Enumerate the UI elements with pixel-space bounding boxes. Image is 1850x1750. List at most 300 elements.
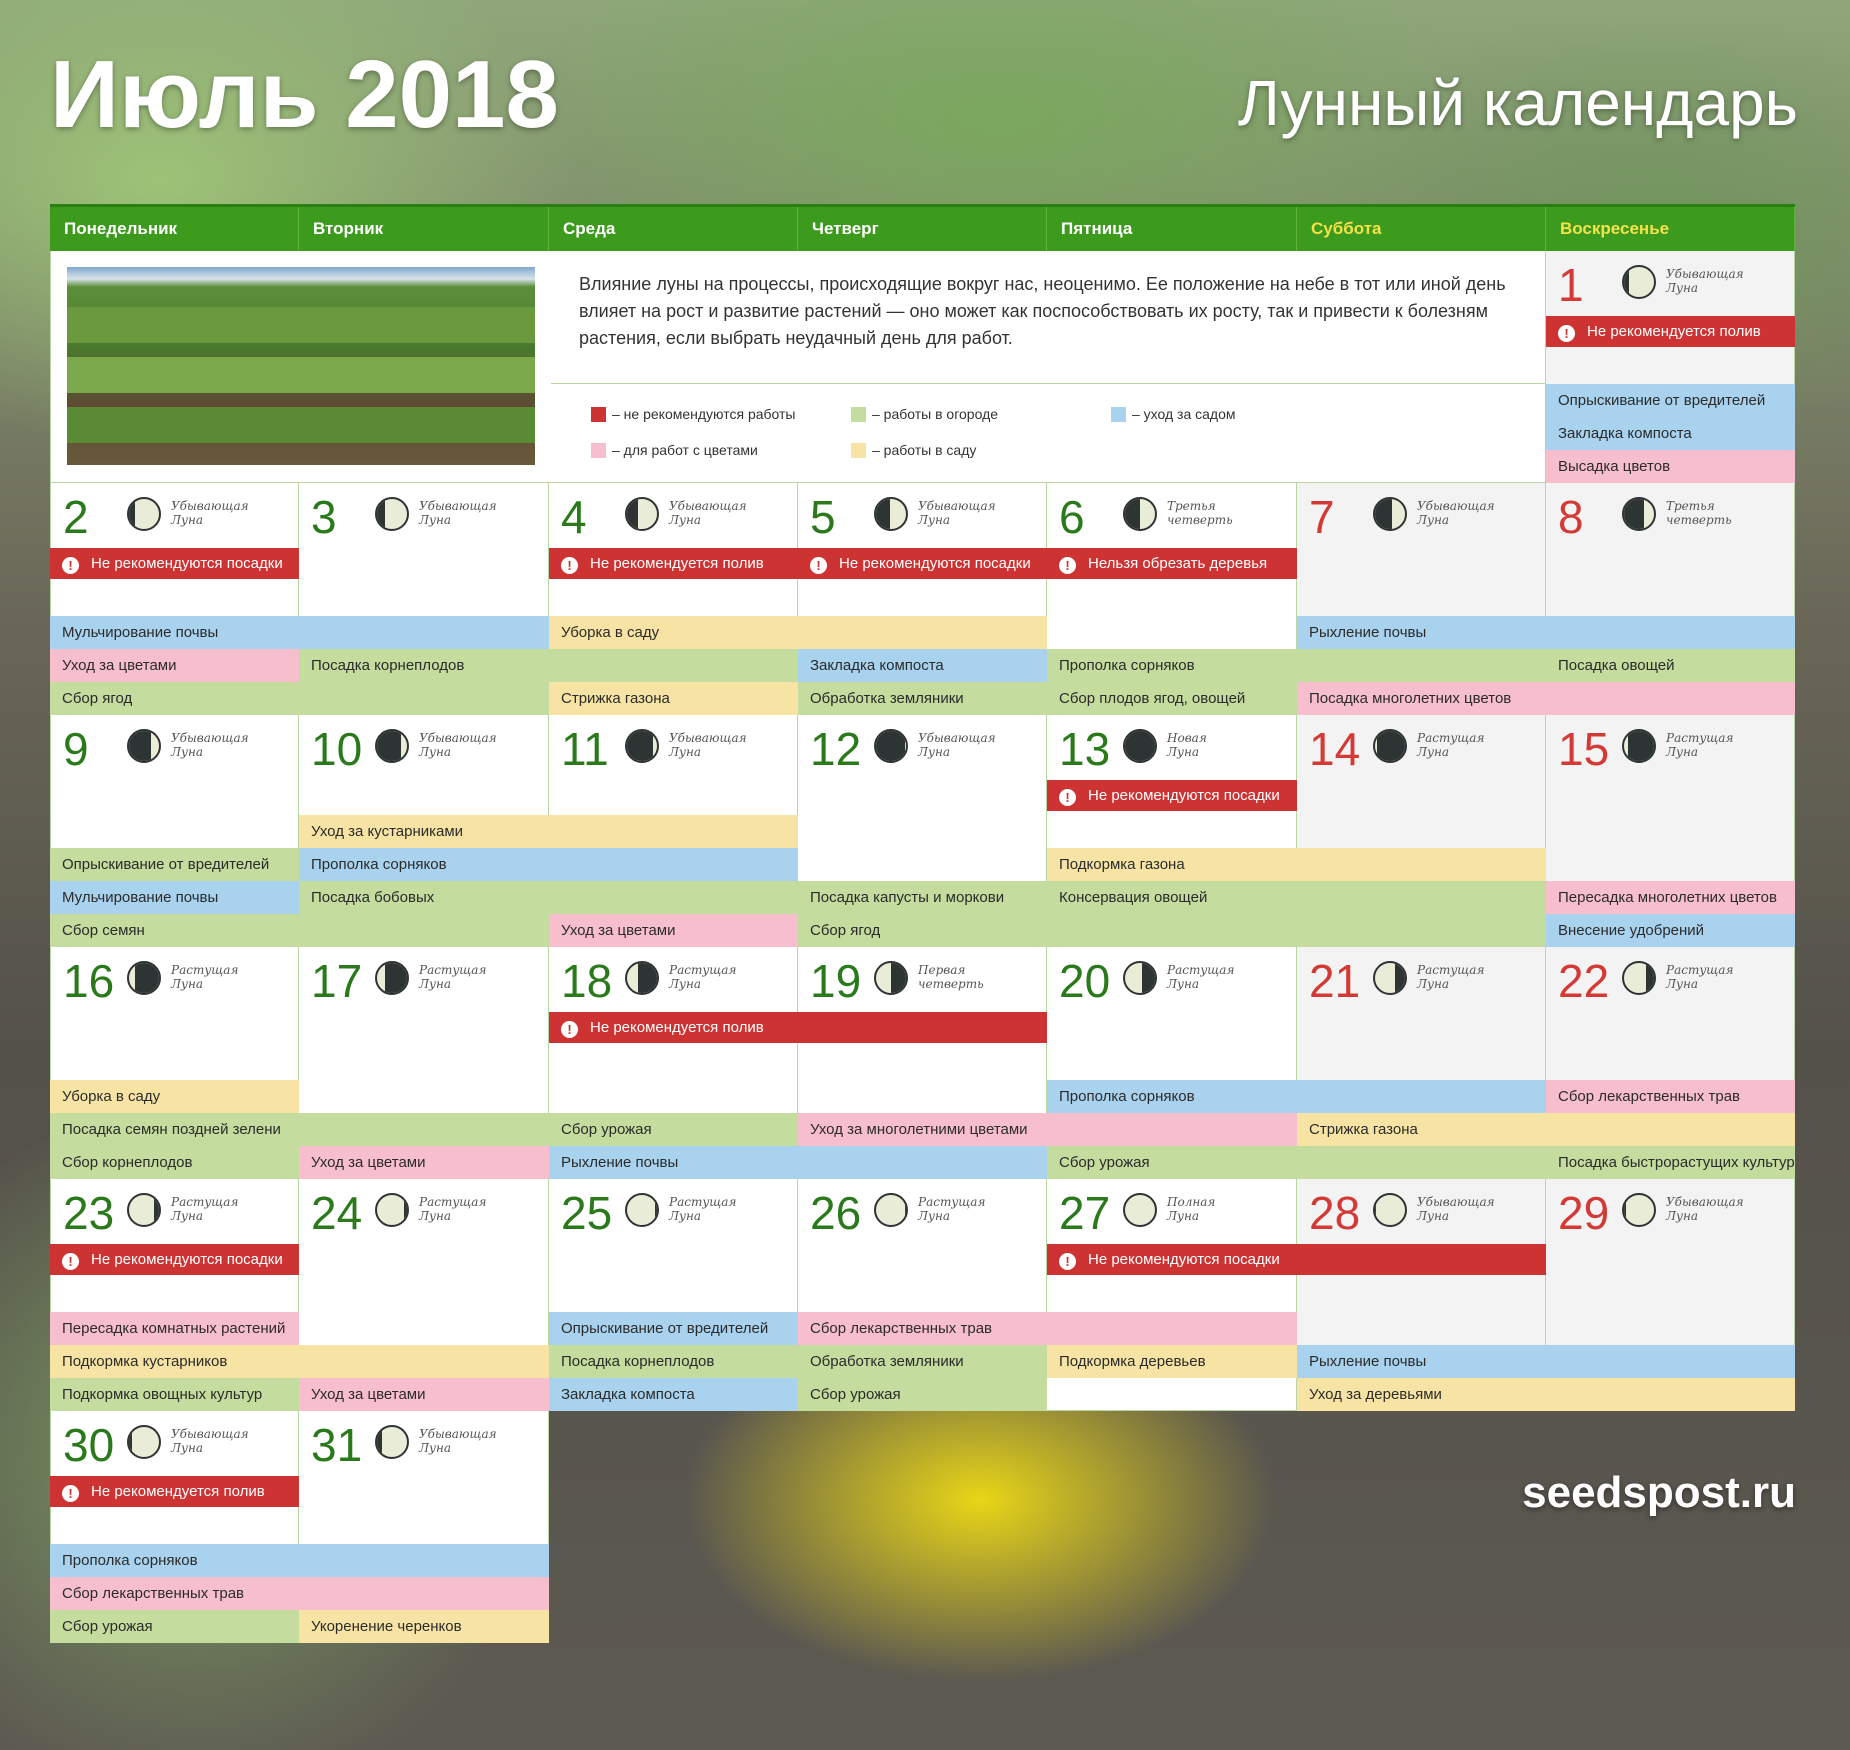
moon-phase-line: Убывающая (1666, 267, 1744, 281)
task-label: Посадка семян поздней зелени (62, 1121, 281, 1138)
moon-phase-label (669, 963, 736, 991)
task-label: Нельзя обрезать деревья (1088, 555, 1268, 572)
day-number: 9 (63, 723, 89, 775)
moon-phase-line: Растущая (419, 1195, 487, 1209)
moon-phase-line: Луна (171, 1209, 204, 1223)
moon-phase-icon (1622, 729, 1656, 763)
task-label: Посадка бобовых (311, 889, 435, 906)
moon-phase-line: Луна (918, 513, 951, 527)
moon-phase-line: Растущая (171, 1195, 239, 1209)
moon-phase-line: Третья (1666, 499, 1715, 513)
task-bar-pink[interactable] (299, 1378, 549, 1411)
warning-icon: ! (561, 1021, 578, 1038)
moon-shadow (1646, 963, 1654, 993)
legend-label: – работы в саду (872, 442, 977, 458)
moon-phase-label (419, 1195, 486, 1223)
day-number: 31 (311, 1419, 363, 1471)
moon-shadow (1125, 731, 1155, 761)
task-bar-green[interactable] (549, 1113, 798, 1146)
task-label: Уход за цветами (62, 657, 177, 674)
task-label: Пересадка многолетних цветов (1558, 889, 1777, 906)
moon-phase-line: Растущая (171, 963, 239, 977)
task-bar-yellow[interactable] (299, 1610, 549, 1643)
moon-phase-line: Луна (171, 513, 204, 527)
moon-phase-icon (874, 729, 908, 763)
legend-swatch-blue (1111, 407, 1126, 422)
task-label: Посадка корнеплодов (311, 657, 465, 674)
task-label: Прополка сорняков (1059, 657, 1195, 674)
day-number: 17 (311, 955, 363, 1007)
task-bar-yellow[interactable] (1297, 1378, 1795, 1411)
task-bar-red[interactable] (798, 548, 1047, 579)
moon-phase-label (1417, 963, 1484, 991)
moon-phase-line: Растущая (1417, 731, 1485, 745)
moon-phase-label (419, 963, 486, 991)
moon-phase-label (171, 963, 238, 991)
legend-item-yellow (851, 442, 976, 458)
task-bar-pink[interactable] (50, 1312, 299, 1345)
task-label: Подкормка овощных культур (62, 1386, 263, 1403)
task-bar-pink[interactable] (299, 1146, 549, 1179)
moon-phase-line: Убывающая (171, 499, 249, 513)
moon-phase-line: Убывающая (918, 499, 996, 513)
task-label: Посадка многолетних цветов (1309, 690, 1512, 707)
garden-photo (67, 267, 535, 465)
moon-phase-line: Убывающая (1417, 1195, 1495, 1209)
task-label: Уборка в саду (561, 624, 660, 641)
moon-phase-line: Луна (1666, 745, 1699, 759)
intro-text: Влияние луны на процессы, происходящие вокруг нас, неоценимо. Ее положение на небе в тот или иной день влияет на рост и развитие растений — оно может как поспособствовать их росту, так и привести к болезням растения, если выбрать неудачный день для работ. (579, 274, 1506, 348)
day-number: 8 (1558, 491, 1584, 543)
task-bar-yellow[interactable] (1297, 1113, 1795, 1146)
moon-shadow (1142, 963, 1155, 993)
day-number: 15 (1558, 723, 1610, 775)
moon-phase-icon (375, 961, 409, 995)
moon-phase-label (419, 731, 497, 759)
task-bar-pink[interactable] (798, 1113, 1297, 1146)
task-label: Не рекомендуются посадки (91, 555, 283, 572)
task-label: Закладка компоста (810, 657, 944, 674)
moon-phase-line: Луна (1417, 745, 1450, 759)
warning-icon: ! (561, 557, 578, 574)
moon-phase-icon (1123, 729, 1157, 763)
task-bar-blue[interactable] (50, 881, 299, 914)
task-bar-blue[interactable] (50, 616, 549, 649)
legend-swatch-pink (591, 443, 606, 458)
task-bar-red[interactable] (50, 1476, 299, 1507)
task-label: Обработка земляники (810, 1353, 964, 1370)
day-number: 19 (810, 955, 862, 1007)
moon-shadow (377, 499, 385, 529)
legend-swatch-red (591, 407, 606, 422)
moon-shadow (377, 731, 401, 761)
moon-shadow (627, 731, 653, 761)
task-bar-blue[interactable] (299, 848, 798, 881)
task-bar-blue[interactable] (1297, 616, 1795, 649)
moon-phase-label (918, 499, 996, 527)
warning-icon: ! (62, 1253, 79, 1270)
moon-phase-line: Растущая (1666, 963, 1734, 977)
moon-shadow (129, 1427, 132, 1457)
moon-phase-line: Луна (1167, 745, 1200, 759)
task-label: Уход за кустарниками (311, 823, 464, 840)
task-label: Рыхление почвы (561, 1154, 679, 1171)
task-bar-green[interactable] (50, 682, 549, 715)
task-bar-blue[interactable] (549, 1146, 1047, 1179)
legend-label: – работы в огороде (872, 406, 999, 422)
task-label: Не рекомендуется полив (1587, 323, 1761, 340)
moon-phase-icon (1622, 1193, 1656, 1227)
moon-phase-label (918, 731, 996, 759)
moon-shadow (655, 1195, 657, 1225)
moon-shadow (876, 499, 890, 529)
task-label: Обработка земляники (810, 690, 964, 707)
moon-phase-line: Луна (419, 977, 452, 991)
task-bar-pink[interactable] (50, 1577, 549, 1610)
task-bar-red[interactable] (50, 1244, 299, 1275)
moon-phase-label (1666, 1195, 1744, 1223)
moon-phase-label (419, 1427, 497, 1455)
task-bar-pink[interactable] (798, 1312, 1297, 1345)
weekday-4: Четверг (798, 207, 1047, 251)
moon-phase-label (669, 499, 747, 527)
moon-shadow (385, 963, 407, 993)
task-label: Сбор лекарственных трав (1558, 1088, 1740, 1105)
day-number: 13 (1059, 723, 1111, 775)
moon-phase-icon (375, 497, 409, 531)
moon-phase-line: Растущая (918, 1195, 986, 1209)
moon-phase-icon (127, 961, 161, 995)
moon-phase-line: Луна (1666, 281, 1699, 295)
task-label: Не рекомендуются посадки (839, 555, 1031, 572)
task-bar-red[interactable] (549, 1012, 1047, 1043)
task-bar-green[interactable] (1546, 1146, 1795, 1179)
warning-icon: ! (1059, 789, 1076, 806)
task-bar-pink[interactable] (1546, 450, 1795, 483)
page-subtitle: Лунный календарь (1237, 67, 1798, 139)
moon-phase-line: четверть (1167, 513, 1233, 527)
moon-shadow (876, 731, 905, 761)
moon-phase-icon (1622, 497, 1656, 531)
day-number: 30 (63, 1419, 115, 1471)
moon-phase-line: Луна (171, 745, 204, 759)
day-number: 16 (63, 955, 115, 1007)
task-bar-green[interactable] (798, 914, 1546, 947)
moon-phase-icon (1373, 497, 1407, 531)
weekday-1: Понедельник (50, 207, 299, 251)
task-label: Пересадка комнатных растений (62, 1320, 286, 1337)
moon-phase-line: Первая (918, 963, 966, 977)
task-bar-green[interactable] (1546, 649, 1795, 682)
task-label: Высадка цветов (1558, 458, 1671, 475)
moon-phase-line: Растущая (1167, 963, 1235, 977)
moon-phase-icon (375, 1193, 409, 1227)
task-bar-green[interactable] (1047, 682, 1297, 715)
task-bar-yellow[interactable] (299, 815, 798, 848)
task-bar-green[interactable] (1047, 1146, 1546, 1179)
task-bar-green[interactable] (1047, 881, 1546, 914)
task-label: Прополка сорняков (62, 1552, 198, 1569)
task-bar-yellow[interactable] (50, 1080, 299, 1113)
task-label: Сбор лекарственных трав (62, 1585, 244, 1602)
legend-swatch-green (851, 407, 866, 422)
day-number: 6 (1059, 491, 1085, 543)
moon-phase-line: Луна (171, 977, 204, 991)
task-label: Не рекомендуется полив (91, 1483, 265, 1500)
task-label: Не рекомендуется полив (590, 555, 764, 572)
moon-phase-line: Убывающая (669, 499, 747, 513)
warning-icon: ! (62, 1485, 79, 1502)
task-label: Мульчирование почвы (62, 889, 219, 906)
task-label: Закладка компоста (1558, 425, 1692, 442)
moon-phase-label (171, 731, 249, 759)
task-label: Не рекомендуются посадки (1088, 787, 1280, 804)
task-bar-blue[interactable] (1047, 1080, 1546, 1113)
task-label: Прополка сорняков (1059, 1088, 1195, 1105)
task-label: Рыхление почвы (1309, 624, 1427, 641)
moon-phase-line: Луна (419, 513, 452, 527)
moon-shadow (1624, 267, 1629, 297)
task-label: Укоренение черенков (311, 1618, 462, 1635)
day-number: 2 (63, 491, 89, 543)
moon-phase-icon (874, 497, 908, 531)
task-bar-green[interactable] (50, 848, 299, 881)
moon-phase-icon (127, 1193, 161, 1227)
task-bar-green[interactable] (299, 649, 798, 682)
moon-shadow (1375, 1195, 1376, 1225)
task-label: Сбор урожая (561, 1121, 652, 1138)
moon-phase-line: Луна (918, 745, 951, 759)
moon-phase-icon (127, 497, 161, 531)
task-bar-green[interactable] (50, 1146, 299, 1179)
moon-phase-line: Убывающая (171, 1427, 249, 1441)
day-number: 7 (1309, 491, 1335, 543)
task-label: Подкормка кустарников (62, 1353, 228, 1370)
task-bar-blue[interactable] (1546, 384, 1795, 417)
task-bar-blue[interactable] (50, 1544, 549, 1577)
warning-icon: ! (1558, 325, 1575, 342)
task-label: Опрыскивание от вредителей (561, 1320, 769, 1337)
legend-item-pink (591, 442, 758, 458)
moon-phase-line: Луна (1417, 513, 1450, 527)
moon-phase-icon (127, 1425, 161, 1459)
warning-icon: ! (1059, 1253, 1076, 1270)
day-number: 10 (311, 723, 363, 775)
moon-phase-icon (625, 1193, 659, 1227)
moon-phase-icon (874, 961, 908, 995)
task-label: Уход за цветами (311, 1154, 426, 1171)
moon-phase-icon (375, 1425, 409, 1459)
task-bar-pink[interactable] (1297, 682, 1795, 715)
task-bar-red[interactable] (1047, 1244, 1546, 1275)
moon-shadow (638, 963, 657, 993)
task-bar-blue[interactable] (549, 1378, 798, 1411)
moon-phase-line: Луна (1167, 1209, 1200, 1223)
task-bar-green[interactable] (798, 1378, 1047, 1411)
task-label: Посадка быстрорастущих культур (1558, 1154, 1795, 1171)
warning-icon: ! (1059, 557, 1076, 574)
task-label: Сбор лекарственных трав (810, 1320, 992, 1337)
task-bar-yellow[interactable] (1047, 1345, 1297, 1378)
task-label: Сбор урожая (1059, 1154, 1150, 1171)
moon-phase-label (1666, 731, 1733, 759)
task-label: Сбор корнеплодов (62, 1154, 193, 1171)
task-bar-red[interactable] (1047, 780, 1297, 811)
task-label: Стрижка газона (1309, 1121, 1418, 1138)
day-number: 18 (561, 955, 613, 1007)
day-number: 20 (1059, 955, 1111, 1007)
moon-phase-icon (1373, 961, 1407, 995)
moon-phase-line: Луна (1417, 1209, 1450, 1223)
task-label: Внесение удобрений (1558, 922, 1705, 939)
moon-phase-line: Растущая (1666, 731, 1734, 745)
task-bar-green[interactable] (798, 881, 1047, 914)
task-bar-blue[interactable] (1546, 914, 1795, 947)
task-label: Уход за цветами (311, 1386, 426, 1403)
moon-phase-line: Луна (669, 513, 702, 527)
moon-phase-label (1666, 963, 1733, 991)
day-number: 29 (1558, 1187, 1610, 1239)
legend (551, 383, 1549, 497)
task-bar-green[interactable] (798, 682, 1047, 715)
moon-phase-line: Луна (1666, 1209, 1699, 1223)
task-bar-pink[interactable] (50, 649, 299, 682)
moon-phase-icon (1123, 1193, 1157, 1227)
task-bar-pink[interactable] (549, 914, 798, 947)
task-bar-green[interactable] (50, 1378, 299, 1411)
legend-item-green (851, 406, 998, 422)
task-label: Посадка корнеплодов (561, 1353, 715, 1370)
moon-phase-icon (874, 1193, 908, 1227)
task-bar-green[interactable] (1047, 649, 1546, 682)
day-number: 14 (1309, 723, 1361, 775)
legend-label: – не рекомендуются работы (612, 406, 796, 422)
day-number: 25 (561, 1187, 613, 1239)
moon-phase-line: четверть (1666, 513, 1732, 527)
weekday-2: Вторник (299, 207, 549, 251)
moon-phase-icon (625, 729, 659, 763)
moon-phase-icon (625, 961, 659, 995)
task-bar-green[interactable] (798, 1345, 1047, 1378)
task-bar-green[interactable] (299, 881, 798, 914)
moon-phase-label (419, 499, 497, 527)
task-bar-red[interactable] (549, 548, 798, 579)
moon-phase-icon (1373, 729, 1407, 763)
day-number: 12 (810, 723, 862, 775)
moon-phase-label (669, 1195, 736, 1223)
warning-icon: ! (62, 557, 79, 574)
moon-shadow (1624, 499, 1644, 529)
legend-label: – уход за садом (1132, 406, 1236, 422)
task-bar-blue[interactable] (798, 649, 1047, 682)
moon-phase-line: Растущая (669, 963, 737, 977)
task-bar-yellow[interactable] (549, 616, 1047, 649)
warning-icon: ! (810, 557, 827, 574)
moon-phase-line: Убывающая (1417, 499, 1495, 513)
task-bar-green[interactable] (50, 1113, 549, 1146)
task-bar-pink[interactable] (1546, 881, 1795, 914)
task-bar-green[interactable] (50, 914, 549, 947)
moon-phase-label (1167, 963, 1234, 991)
moon-shadow (1125, 499, 1140, 529)
day-number: 3 (311, 491, 337, 543)
moon-shadow (135, 963, 159, 993)
intro-panel (50, 251, 1546, 483)
moon-shadow (905, 1195, 906, 1225)
moon-phase-label (1666, 267, 1744, 295)
task-label: Опрыскивание от вредителей (62, 856, 270, 873)
task-bar-blue[interactable] (549, 1312, 798, 1345)
moon-phase-label (918, 1195, 985, 1223)
moon-phase-line: Луна (419, 1209, 452, 1223)
moon-phase-icon (375, 729, 409, 763)
task-label: Сбор ягод (62, 690, 133, 707)
moon-phase-line: Луна (1666, 977, 1699, 991)
moon-phase-line: Луна (1167, 977, 1200, 991)
day-number: 23 (63, 1187, 115, 1239)
task-bar-yellow[interactable] (549, 682, 798, 715)
task-label: Уборка в саду (62, 1088, 161, 1105)
weekday-6: Суббота (1297, 207, 1546, 251)
moon-phase-line: Убывающая (419, 731, 497, 745)
moon-shadow (891, 963, 906, 993)
site-link[interactable]: seedspost.ru (1522, 1468, 1796, 1517)
task-bar-pink[interactable] (1546, 1080, 1795, 1113)
moon-phase-icon (1123, 497, 1157, 531)
legend-item-blue (1111, 406, 1236, 422)
task-bar-red[interactable] (1047, 548, 1297, 579)
day-number: 27 (1059, 1187, 1111, 1239)
task-label: Сбор урожая (810, 1386, 901, 1403)
weekday-7: Воскресенье (1546, 207, 1795, 251)
task-bar-yellow[interactable] (50, 1345, 549, 1378)
moon-phase-icon (1373, 1193, 1407, 1227)
legend-label: – для работ с цветами (612, 442, 758, 458)
task-bar-green[interactable] (549, 1345, 798, 1378)
task-bar-yellow[interactable] (1047, 848, 1546, 881)
moon-phase-line: Луна (1417, 977, 1450, 991)
moon-phase-line: Растущая (669, 1195, 737, 1209)
legend-item-red (591, 406, 796, 422)
moon-shadow (129, 499, 135, 529)
day-number: 4 (561, 491, 587, 543)
task-bar-blue[interactable] (1546, 417, 1795, 450)
day-number: 28 (1309, 1187, 1361, 1239)
moon-phase-line: Луна (419, 745, 452, 759)
moon-phase-label (171, 1195, 238, 1223)
task-label: Не рекомендуются посадки (91, 1251, 283, 1268)
moon-phase-line: Убывающая (171, 731, 249, 745)
moon-shadow (129, 731, 151, 761)
page-title: Июль 2018 (50, 41, 559, 148)
moon-phase-line: Убывающая (669, 731, 747, 745)
task-label: Посадка овощей (1558, 657, 1675, 674)
day-number: 24 (311, 1187, 363, 1239)
task-bar-blue[interactable] (1297, 1345, 1795, 1378)
moon-phase-icon (1622, 961, 1656, 995)
moon-phase-label (1666, 499, 1732, 527)
day-number: 5 (810, 491, 836, 543)
moon-phase-line: Новая (1167, 731, 1207, 745)
task-bar-red[interactable] (50, 548, 299, 579)
moon-phase-label (1417, 731, 1484, 759)
task-bar-red[interactable] (1546, 316, 1795, 347)
moon-phase-icon (625, 497, 659, 531)
task-label: Мульчирование почвы (62, 624, 219, 641)
moon-phase-label (1417, 1195, 1495, 1223)
day-number: 26 (810, 1187, 862, 1239)
task-bar-green[interactable] (50, 1610, 299, 1643)
